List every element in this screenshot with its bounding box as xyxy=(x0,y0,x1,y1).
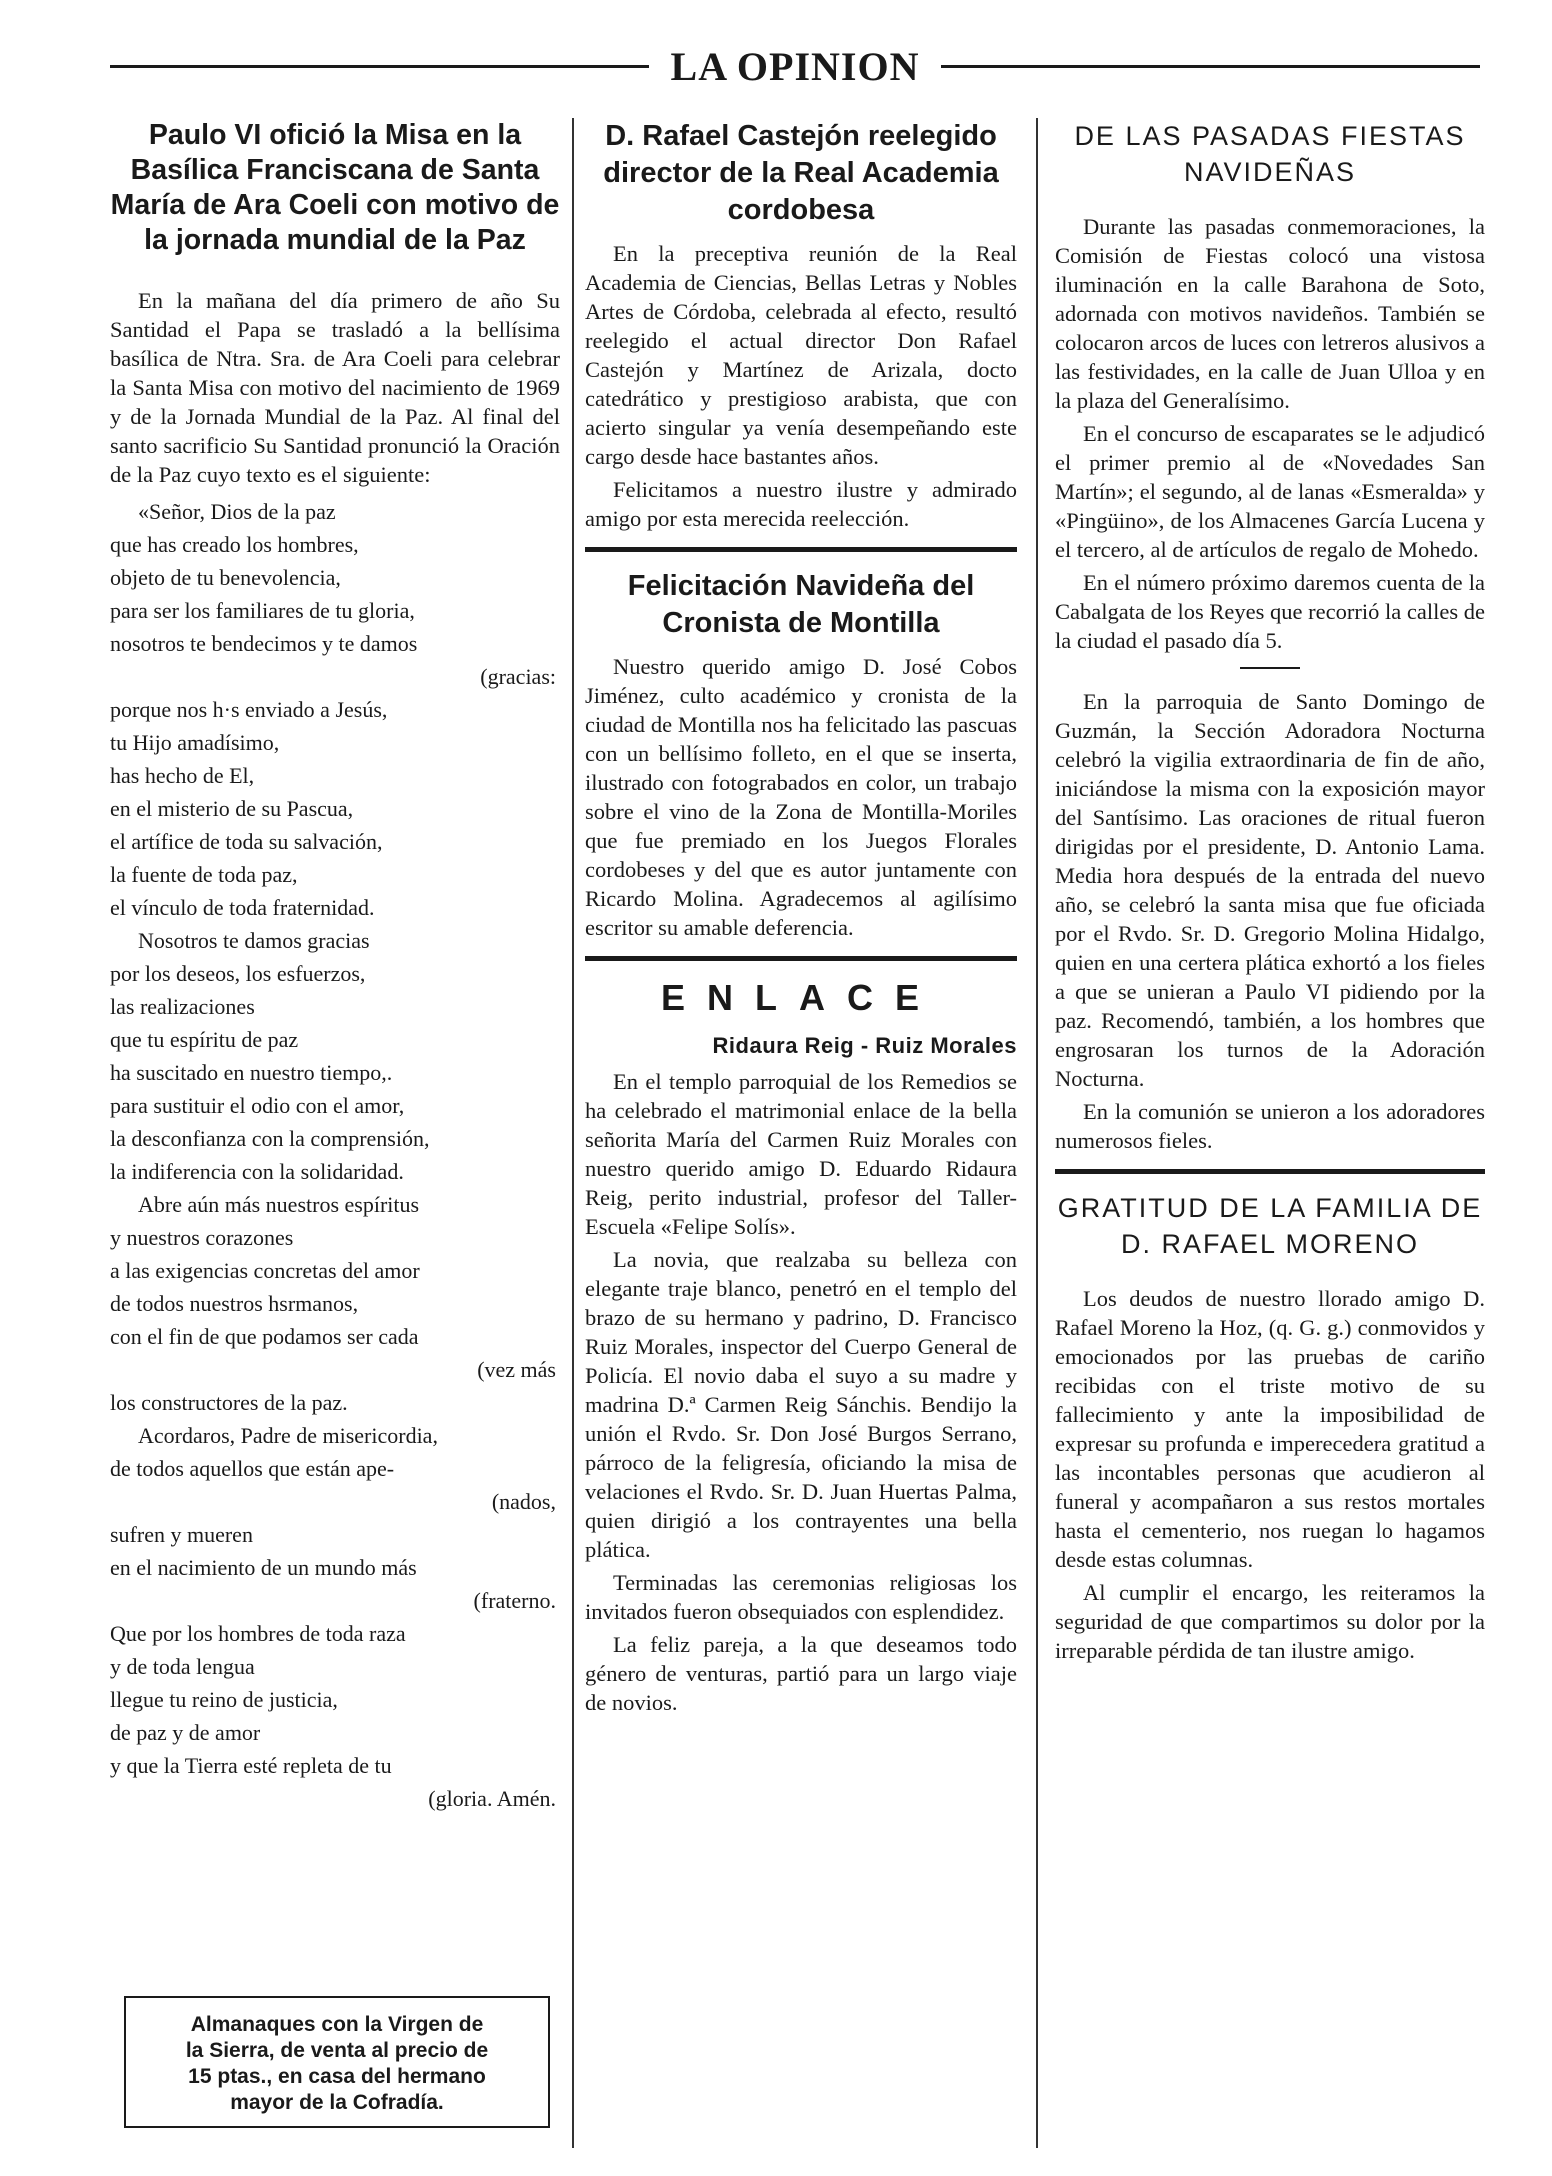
section-rule xyxy=(585,956,1017,961)
notice-line: mayor de la Cofradía. xyxy=(230,2091,444,2114)
verse-line: (gracias: xyxy=(480,664,556,689)
verse-line: y de toda lengua xyxy=(110,1654,255,1679)
verse-line: para ser los familiares de tu gloria, xyxy=(110,598,415,623)
verse-line: «Señor, Dios de la paz xyxy=(138,499,336,524)
verse-line: sufren y mueren xyxy=(110,1522,253,1547)
verse-line: de paz y de amor xyxy=(110,1720,261,1745)
notice-line: Almanaques con la Virgen de xyxy=(190,2013,484,2036)
column-divider xyxy=(1036,118,1038,2148)
verse-line: los constructores de la paz. xyxy=(110,1390,348,1415)
verse-line: que tu espíritu de paz xyxy=(110,1027,299,1052)
article-paragraph: En la parroquia de Santo Domingo de Guzmán, la Sección Adoradora Nocturna celebró la vigilia extraordinaria de fin de año, iniciándose la misma con la exposición mayor del Santísimo. Las oraciones de ritual fueron dirigidas por el presidente, D. Antonio Lama. Media hora después de la entrada del nuevo año, se celebró la santa misa que fue oficiada por el Rvdo. Sr. D. Gregorio Molina Hidalgo, quien en una certera plática exhortó a los fieles a que se unieran a Paulo VI pidiendo por la paz. Recomendó, también, a los hombres que engrosaran los turnos de la Adoración Nocturna. xyxy=(1055,689,1485,1091)
article-intro: En la mañana del día primero de año Su Santidad el Papa se trasladó a la bellísima basílica de Ntra. Sra. de Ara Coeli para celebrar la Santa Misa con motivo del nacimiento de 1969 y de la Jornada Mundial de la Paz. Al final del santo sacrificio Su Santidad pronunció la Oración de la Paz cuyo texto es el siguiente: xyxy=(110,288,560,487)
verse-line: llegue tu reino de justicia, xyxy=(110,1687,338,1712)
column-divider xyxy=(572,118,574,2148)
article-paragraph: Durante las pasadas conmemoraciones, la Comisión de Fiestas colocó una vistosa iluminación en la calle Barahona de Soto, adornada con motivos navideños. También se colocaron arcos de luces con letreros alusivos a las festividades, en la calle de Juan Ulloa y en la plaza del Generalísimo. xyxy=(1055,214,1485,413)
notice-line: la Sierra, de venta al precio de xyxy=(185,2039,489,2062)
verse-line: (fraterno. xyxy=(473,1588,556,1613)
headline-paulo-vi: Paulo VI ofició la Misa en la Basílica Franciscana de Santa María de Ara Coeli con motivo de la jornada mundial de la Paz xyxy=(110,119,560,256)
article-paragraph: Los deudos de nuestro llorado amigo D. Rafael Moreno la Hoz, (q. G. g.) conmovidos y emocionados por las pruebas de cariño recibidas con el triste motivo de su fallecimiento y ante la imposibilidad de expresar su profunda e imperecedera gratitud a las incontables personas que acudieron al funeral y acompañaron a sus restos mortales hasta el cementerio, nos ruegan lo hagamos desde estas columnas. xyxy=(1055,1286,1485,1572)
verse-line: la indiferencia con la solidaridad. xyxy=(110,1159,404,1184)
verse-line: (gloria. Amén. xyxy=(428,1786,556,1811)
verse-line: por los deseos, los esfuerzos, xyxy=(110,961,366,986)
verse-line: Que por los hombres de toda raza xyxy=(110,1621,406,1646)
headline-cronista-montilla: Felicitación Navideña del Cronista de Montilla xyxy=(627,570,975,639)
verse-line: tu Hijo amadísimo, xyxy=(110,730,280,755)
almanac-notice-box xyxy=(124,1996,550,2128)
verse-line: nosotros te bendecimos y te damos xyxy=(110,631,418,656)
verse-line: (nados, xyxy=(491,1489,556,1514)
verse-line: y nuestros corazones xyxy=(110,1225,294,1250)
prayer-verse xyxy=(110,495,560,1815)
article-paragraph: Felicitamos a nuestro ilustre y admirado amigo por esta merecida reelección. xyxy=(585,477,1017,531)
verse-line: en el misterio de su Pascua, xyxy=(110,796,354,821)
verse-line: el vínculo de toda fraternidad. xyxy=(110,895,375,920)
notice-line: 15 ptas., en casa del hermano xyxy=(188,2065,486,2088)
newspaper-title: LA OPINION xyxy=(670,43,920,89)
section-rule xyxy=(1055,1169,1485,1174)
article-paragraph: Nuestro querido amigo D. José Cobos Jiménez, culto académico y cronista de la ciudad de Montilla nos ha felicitado las pascuas con un bellísimo folleto, en el que se inserta, ilustrado con fotograbados en color, un trabajo sobre el vino de la Zona de Montilla-Moriles que fue premiado en los Juegos Florales cordobeses y del que es autor juntamente con Ricardo Molina. Agradecemos al agilísimo escritor su amable deferencia. xyxy=(585,654,1017,940)
article-paragraph: En el número próximo daremos cuenta de la Cabalgata de los Reyes que recorrió la calles de la ciudad el pasado día 5. xyxy=(1055,570,1485,653)
headline-gratitud-familia: GRATITUD DE LA FAMILIA DE D. RAFAEL MORENO xyxy=(1057,1193,1483,1259)
verse-line: para sustituir el odio con el amor, xyxy=(110,1093,405,1118)
article-paragraph: La novia, que realzaba su belleza con elegante traje blanco, penetró en el templo del brazo de su hermano y padrino, D. Francisco Ruiz Morales, inspector del Cuerpo General de Policía. El novio daba el suyo a su madre y madrina D.ª Carmen Reig Sánchis. Bendijo la unión el Rvdo. Sr. Don José Burgos Serrano, párroco de la feligresía, oficiando la misa de velaciones el Rvdo. Sr. D. Juan Huertas Palma, quien dirigió a los contrayentes una bella plática. xyxy=(585,1247,1017,1562)
article-paragraph: La feliz pareja, a la que deseamos todo género de venturas, partió para un largo viaje de novios. xyxy=(585,1632,1017,1715)
verse-line: Acordaros, Padre de misericordia, xyxy=(138,1423,438,1448)
article-paragraph: En el templo parroquial de los Remedios se ha celebrado el matrimonial enlace de la bella señorita María del Carmen Ruiz Morales con nuestro querido amigo D. Eduardo Ridaura Reig, perito industrial, profesor del Taller-Escuela «Felipe Solís». xyxy=(585,1069,1017,1239)
verse-line: y que la Tierra esté repleta de tu xyxy=(110,1753,392,1778)
masthead xyxy=(110,36,1480,96)
verse-line: en el nacimiento de un mundo más xyxy=(110,1555,417,1580)
column-left xyxy=(110,118,560,1815)
verse-line: la fuente de toda paz, xyxy=(110,862,298,887)
article-paragraph: En la preceptiva reunión de la Real Academia de Ciencias, Bellas Letras y Nobles Artes de Córdoba, celebrada al efecto, resultó reelegido el actual director Don Rafael Castejón y Martínez de Arizala, docto catedrático y prestigioso arabista, que con acierto singular ya venía desempeñando este cargo desde hace bastantes años. xyxy=(585,241,1017,469)
headline-fiestas-navidenas: DE LAS PASADAS FIESTAS NAVIDEÑAS xyxy=(1074,121,1466,187)
masthead-rule-left xyxy=(110,65,649,68)
verse-line: porque nos h·s enviado a Jesús, xyxy=(110,697,388,722)
verse-line: que has creado los hombres, xyxy=(110,532,359,557)
verse-line: el artífice de toda su salvación, xyxy=(110,829,383,854)
masthead-rule-right xyxy=(941,65,1480,68)
column-right xyxy=(1055,118,1485,1665)
column-middle xyxy=(585,118,1017,1717)
verse-line: Nosotros te damos gracias xyxy=(138,928,370,953)
verse-line: las realizaciones xyxy=(110,994,255,1019)
verse-line: Abre aún más nuestros espíritus xyxy=(138,1192,420,1217)
verse-line: a las exigencias concretas del amor xyxy=(110,1258,420,1283)
verse-line: has hecho de El, xyxy=(110,763,255,788)
verse-line: (vez más xyxy=(477,1357,556,1382)
article-paragraph: En la comunión se unieron a los adoradores numerosos fieles. xyxy=(1055,1099,1485,1153)
verse-line: de todos nuestros hsrmanos, xyxy=(110,1291,359,1316)
headline-enlace: ENLACE xyxy=(660,977,941,1018)
article-paragraph: Terminadas las ceremonias religiosas los invitados fueron obsequiados con esplendidez. xyxy=(585,1570,1017,1624)
headline-castejon: D. Rafael Castejón reelegido director de la Real Academia cordobesa xyxy=(603,120,999,226)
verse-line: objeto de tu benevolencia, xyxy=(110,565,341,590)
verse-line: de todos aquellos que están ape- xyxy=(110,1456,395,1481)
section-rule xyxy=(585,547,1017,552)
article-paragraph: En el concurso de escaparates se le adjudicó el primer premio al de «Novedades San Martín»; el segundo, al de lanas «Esmeralda» y «Pingüino», de los Almacenes García Lucena y el tercero, al de artículos de regalo de Mohedo. xyxy=(1055,421,1485,562)
article-paragraph: Al cumplir el encargo, les reiteramos la seguridad de que compartimos su dolor por la irreparable pérdida de tan ilustre amigo. xyxy=(1055,1580,1485,1663)
verse-line: la desconfianza con la comprensión, xyxy=(110,1126,430,1151)
verse-line: con el fin de que podamos ser cada xyxy=(110,1324,419,1349)
verse-line: ha suscitado en nuestro tiempo,. xyxy=(110,1060,393,1085)
subheadline-couple: Ridaura Reig - Ruiz Morales xyxy=(712,1033,1017,1058)
short-divider xyxy=(1240,667,1300,669)
